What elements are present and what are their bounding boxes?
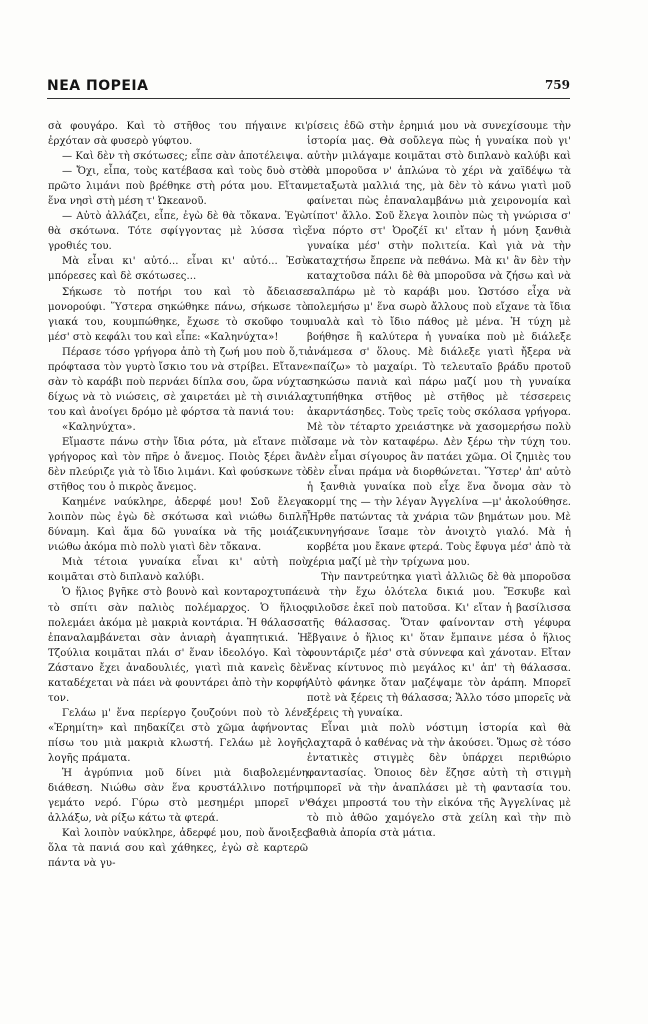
paragraph: Εἴμαστε πάνω στὴν ἴδια ρότα, μὰ εἴτανε πιὸ γρήγορος καὶ τὸν πῆρε ὁ ἄνεμος. Ποιὸς ξέρει ἂν δὲν πλεύριζε γιὰ τὸ ἴδιο λιμάνι. Καὶ φούσκωνε τὸ στῆθος του ὁ πικρὸς ἄνεμος.: [48, 436, 308, 494]
paragraph: ρίσεις ἐδῶ στὴν ἐρημιά μου νὰ συνεχίσουμε τὴν ἱστορία μας. Θὰ σοὔλεγα πὼς ἡ γυναίκα ποὺ γι' αὐτὴν μιλάγαμε κοιμᾶται στὸ διπλανὸ καλύβι καὶ θὰ μποροῦσα ν' ἁπλώνα τὸ χέρι νὰ χαϊδέψω τὰ μεταξωτὰ μαλλιά της, μὰ δὲν τὸ κάνω γιατὶ μοῦ φαίνεται πὼς ἐπαναλαμβάνω μιὰ χειρονομία καὶ τίποτ' ἄλλο. Σοῦ ἔλεγα λοιπὸν πὼς τὴ γνώρισα σ' ἕνα πόρτο στ' Ὀροζέῖ κι' εἴταν ἡ μόνη ξανθιὰ γυναίκα μέσ' στὴν πολιτεία. Καὶ γιὰ νὰ τὴν καταχτήσω ἔπρεπε νὰ πεθάνω. Μὰ κι' ἂν δὲν τὴν καταχτοῦσα πάλι δὲ θὰ μποροῦσα νὰ ζήσω καὶ νὰ σαλπάρω μὲ τὸ καράβι μου. Ὡστόσο εἶχα νὰ πολεμήσω μ' ἕνα σωρὸ ἄλλους ποὺ εἴχανε τὰ ἴδια μυαλὰ καὶ τὸ ἴδιο πάθος μὲ μένα. Ἡ τύχη μὲ βοήθησε ἢ καλύτερα ἡ γυναίκα ποὺ μὲ διάλεξε ἀνάμεσα σ' ὅλους. Μὲ διάλεξε γιατὶ ἤξερα νὰ «παίζω» τὸ μαχαίρι. Τὸ τελευταῖο βράδυ προτοῦ σηκώσω πανιὰ καὶ πάρω μαζί μου τὴ γυναίκα χτυπήθηκα στῆθος μὲ στῆθος μὲ τέσσερεις ἀκαρντάσηδες. Τοὺς τρεῖς τοὺς σκόλασα γρήγορα. Μὲ τὸν τέταρτο χρειάστηκε νὰ χασομερήσω πολὺ ἴσαμε νὰ τὸν καταφέρω. Δὲν ξέρω τὴν τύχη του. Δὲν εἶμαι σίγουρος ἂν πατάει χῶμα. Οἱ ζημιὲς του δὲν εἶναι πράμα νὰ διορθώνεται. Ὕστερ' ἀπ' αὐτὸ ἡ ξανθιὰ γυναίκα ποὺ εἶχε ἕνα ὄνομα σὰν τὸ κορμί της — τὴν λέγαν Ἀγγελίνα —μ' ἀκολούθησε. Ἦρθε πατώντας τὰ χνάρια τῶν βημάτων μου. Μὲ κυνηγήσανε ἴσαμε τὸν ἀνοιχτὸ γιαλό. Μὰ ἡ κορβέτα μου ἔκανε φτερά. Τοὺς ἔφυγα μέσ' ἀπὸ τὰ χέρια μαζί μὲ τὴν τρίχωνα μου.: [307, 121, 571, 569]
paragraph: Γελάω μ' ἕνα περίεργο ζουζούνι ποὺ τὸ λένε «Ἐρημίτη» καὶ πηδακίζει στὸ χῶμα ἀφήνοντας πίσω του μιὰ μακριὰ κλωστή. Γελάω μὲ λογῆς λογῆς πράματα.: [48, 707, 308, 764]
paragraph: Μιὰ τέτοια γυναίκα εἶναι κι' αὐτὴ ποὺ κοιμᾶται στὸ διπλανὸ καλύβι.: [48, 557, 308, 584]
page-number: 759: [544, 78, 570, 92]
left-text-column: [48, 119, 308, 871]
paragraph: — Αὐτὸ ἀλλάζει, εἶπε, ἐγὼ δὲ θὰ τὄκανα. Ἐγὼ θὰ σκότωνα. Τότε σφίγγοντας μὲ λύσσα τὶς γροθιές του.: [48, 211, 308, 253]
right-text-column: [307, 119, 571, 841]
journal-title: ΝΕΑ ΠΟΡΕΙΑ: [47, 78, 149, 94]
paragraph: σὰ φουγάρο. Καὶ τὸ στῆθος του πήγαινε κι' ἐρχόταν σὰ φυσερὸ γύφτου.: [48, 121, 308, 148]
paragraph: Εἶναι μιὰ πολὺ νόστιμη ἱστορία καὶ θὰ λαχταρᾶ ὁ καθένας νὰ τὴν ἀκούσει. Ὅμως σὲ τόσο ἐντατικὲς στιγμὲς δὲν ὑπάρχει περιθώριο φαντασίας. Ὁποιος δὲν ἔζησε αὐτὴ τὴ στιγμὴ μπορεῖ νὰ τὴν ἀναπλάσει μὲ τὴ φαντασία του. Θάχει μπροστά του τὴν εἰκόνα τῆς Ἀγγελίνας μὲ τὸ πιὸ ἁθῶο χαμόγελο στὰ χείλη καὶ τὴν πιὸ βαθιὰ ἀπορία στὰ μάτια.: [307, 722, 572, 840]
paragraph: Σήκωσε τὸ ποτήρι του καὶ τὸ ἄδειασε μονορούφι. Ὕστερα σηκώθηκε πάνω, σήκωσε τὸ γιακά του, κουμπώθηκε, ἔχωσε τὸ σκοῦφο του μέσ' στὸ κεφάλι του καὶ εἶπε: «Καληνύχτα»!: [48, 286, 308, 343]
paragraph: Καημένε ναύκληρε, ἀδερφέ μου! Σοῦ ἔλεγα λοιπὸν πὼς ἐγὼ δὲ σκότωσα καὶ νιώθω διπλῆ δύναμη. Καὶ ἅμα δῶ γυναίκα νὰ τῆς μοιάζει νιώθω ἀκόμα πιὸ πολὺ γιατὶ δὲν τὄκανα.: [48, 497, 308, 554]
running-header: [47, 76, 570, 99]
paragraph: — Ὄχι, εἶπα, τοὺς κατέβασα καὶ τοὺς δυὸ στὸ πρῶτο λιμάνι ποὺ βρέθηκε στὴ ρότα μου. Εἴταν ἕνα νησὶ στὴ μέση τ' Ὠκεανοῦ.: [48, 166, 308, 208]
paragraph: — Καὶ δὲν τὴ σκότωσες; εἶπε σὰν ἀποτέλειψα.: [62, 151, 304, 163]
paragraph: Πέρασε τόσο γρήγορα ἀπὸ τὴ ζωή μου ποὺ ὅ,τι πρόφτασα τὸν γυρτὸ ἴσκιο του νὰ στρίβει. Εἴτανε σὰν τὸ καράβι ποὺ περνάει δίπλα σου, ὥρα νύχτα δίχως νὰ τὸ νιώσεις, σὲ χαιρετάει μὲ τὴ σινιάλα του καὶ ἀνοίγει δρόμο μὲ φόρτσα τὰ πανιά του:: [48, 346, 308, 418]
paragraph: Τὴν παντρεύτηκα γιατὶ ἀλλιῶς δὲ θὰ μποροῦσα νὰ τὴν ἔχω ὁλότελα δικιά μου. Ἔσκυβε καὶ φιλοῦσε ἐκεῖ ποὺ πατοῦσα. Κι' εἴταν ἡ βασίλισσα τῆς θάλασσας. Ὅταν φαίνονταν στὴ γέφυρα ἔβγαινε ὁ ἥλιος κι' ὅταν ἔμπαινε μέσα ὁ ἥλιος φουντάριζε μέσ' στὰ σύννεφα καὶ χάνοταν. Εἴταν ἕνας κίντυνος πιὸ μεγάλος κι' ἀπ' τὴ θάλασσα. Αὐτὸ φάνηκε ὅταν μαζέψαμε τὸν ἀράπη. Μπορεῖ ποτὲ νὰ ξέρεις τὴ θάλασσα; Ἄλλο τόσο μπορεῖς νὰ ξέρεις τὴ γυναίκα.: [307, 572, 571, 719]
paragraph: Μὰ εἶναι κι' αὐτό... εἶναι κι' αὐτό... Ἐσὺ μπόρεσες καὶ δὲ σκότωσες...: [48, 256, 308, 283]
paragraph: «Καληνύχτα».: [62, 421, 136, 433]
paragraph: Ὁ ἥλιος βγῆκε στὸ βουνὸ καὶ κονταροχτυπάει τὸ σπίτι σὰν παλιὸς πολέμαρχος. Ὁ ἥλιος πολεμάει ἀκόμα μὲ μακριὰ κοντάρια. Ἡ θάλασσα ἐπαναλαμβάνεται σὰν ἀνιαρὴ ἀγαπητικιά. Ἡ Τζούλια κοιμᾶται πλάι σ' ἕναν ἰδεολόγο. Καὶ τὸ Ζάστανο ἔχει ἀναδουλιές, γιατὶ πιὰ κανεὶς δὲν καταδέχεται νὰ πάει νὰ φουντάρει ἀπὸ τὴν κορφή τον.: [48, 587, 308, 704]
paragraph: Ἡ ἀγρύπνια μοῦ δίνει μιὰ διαβολεμένη διάθεση. Νιώθω σὰν ἕνα κρυστάλλινο ποτήρι γεμάτο νερό. Γύρω στὸ μεσημέρι μπορεῖ ν' ἀλλάξω, νὰ ρίξω κάτω τὰ φτερά.: [48, 768, 308, 825]
paragraph: Καὶ λοιπὸν ναύκληρε, ἀδερφέ μου, ποὺ ἄνοιξες ὅλα τὰ πανιά σου καὶ χάθηκες, ἐγὼ σὲ καρτερῶ πάντα νὰ γυ-: [48, 828, 308, 870]
